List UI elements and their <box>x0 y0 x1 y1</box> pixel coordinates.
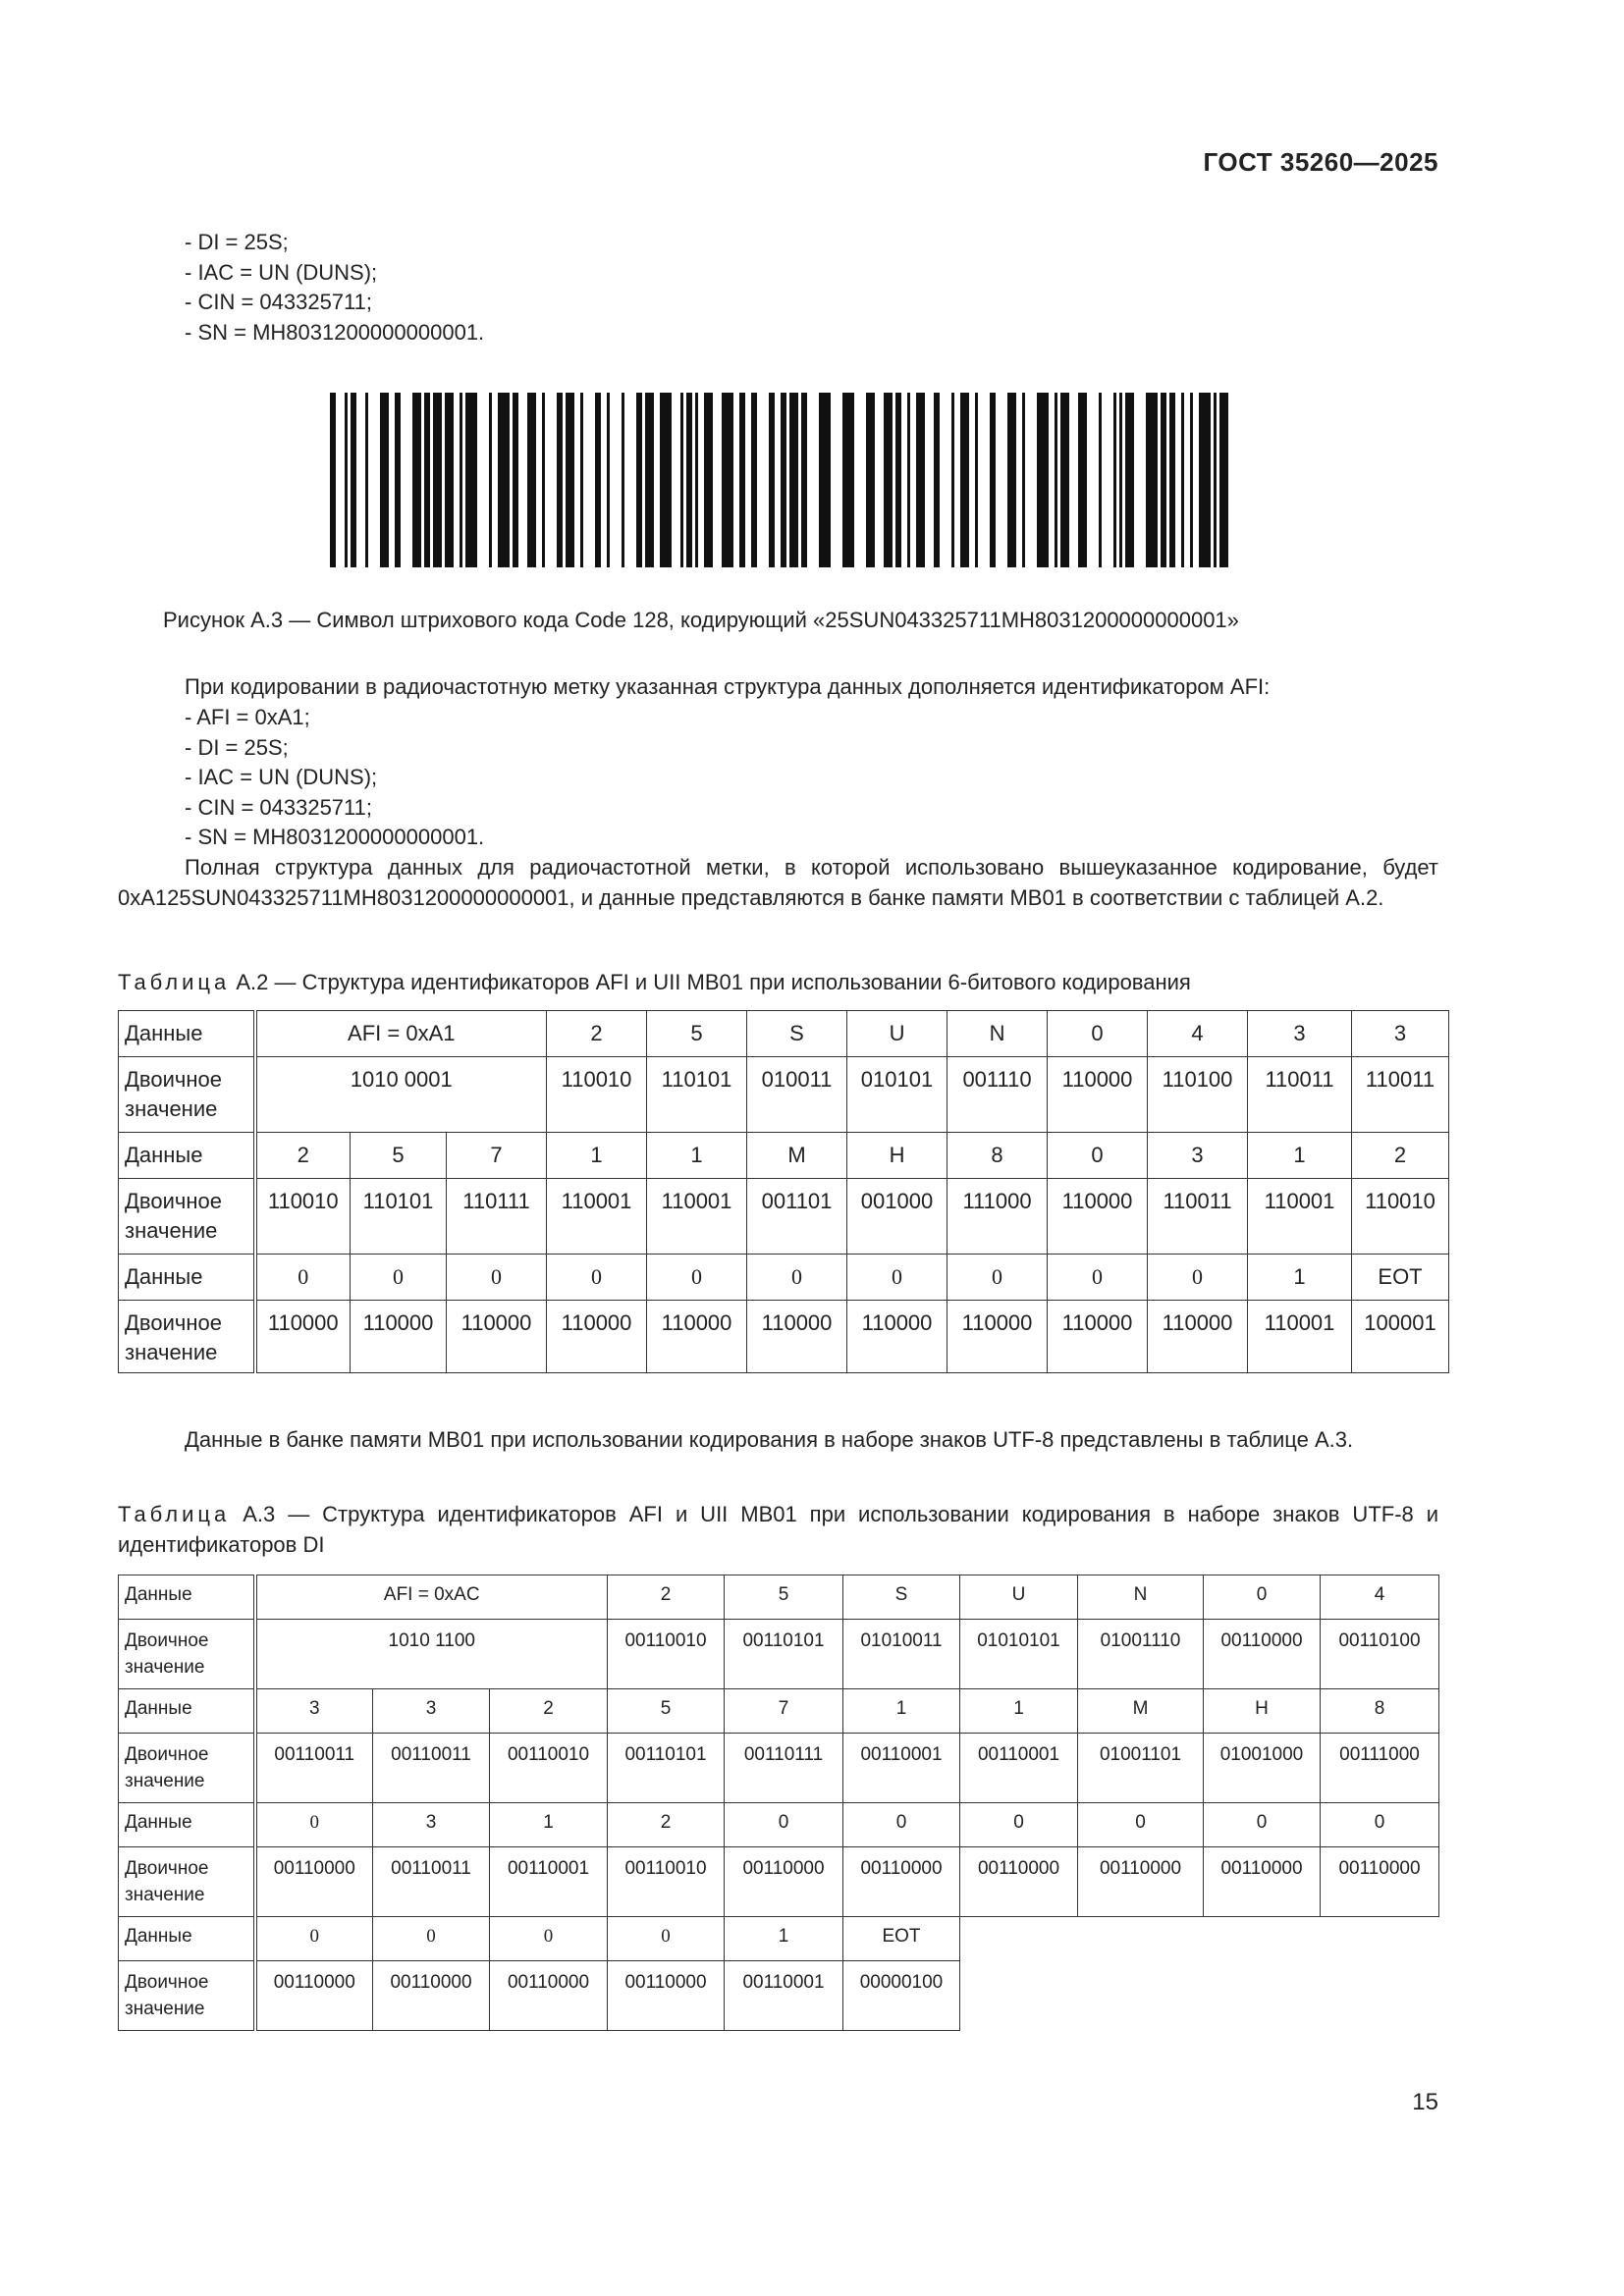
barcode-bar <box>345 393 348 567</box>
list-item: - DI = 25S; <box>185 230 289 254</box>
row-label: Данные <box>119 1689 255 1734</box>
table-label: Таблица <box>118 970 231 994</box>
table-cell: 00110010 <box>608 1620 725 1689</box>
table-cell: 111000 <box>947 1179 1048 1255</box>
table-cell: 0 <box>843 1803 960 1847</box>
table-cell: 00110010 <box>490 1734 608 1803</box>
table-cell: 2 <box>255 1133 351 1179</box>
barcode-bar <box>907 393 910 567</box>
table-cell: 0 <box>1078 1803 1204 1847</box>
figure-caption: Рисунок А.3 — Символ штрихового кода Code 128, кодирующий «25SUN043325711MH8031200000000001» <box>163 608 1239 632</box>
list-afi-identifiers <box>185 703 484 853</box>
table-cell: 110000 <box>647 1301 747 1373</box>
table-cell: 0 <box>1148 1255 1248 1301</box>
table-cell: 00000100 <box>843 1961 960 2031</box>
table-cell: 3 <box>1352 1011 1449 1057</box>
barcode-bar <box>916 393 925 567</box>
table-cell: 0 <box>255 1803 373 1847</box>
table-cell: 110010 <box>255 1179 351 1255</box>
table-cell: 110101 <box>647 1057 747 1133</box>
table-row <box>119 1575 1439 1620</box>
barcode-bar <box>1113 393 1116 567</box>
table-cell: 110010 <box>547 1057 647 1133</box>
table-cell: 110000 <box>547 1301 647 1373</box>
barcode-bar <box>781 393 786 567</box>
barcode-bar <box>1078 393 1087 567</box>
row-label: Данные <box>119 1803 255 1847</box>
table-cell: 2 <box>608 1803 725 1847</box>
table-cell: 00110011 <box>373 1734 490 1803</box>
table-cell: 1 <box>843 1689 960 1734</box>
barcode-bar <box>895 393 901 567</box>
barcode-bar <box>412 393 421 567</box>
table-cell: 00110000 <box>1078 1847 1204 1917</box>
barcode-bar <box>365 393 368 567</box>
table-cell: 3 <box>255 1689 373 1734</box>
barcode-bar <box>704 393 713 567</box>
list-item: - AFI = 0xA1; <box>185 705 310 729</box>
barcode-bar <box>695 393 698 567</box>
table-row <box>119 1011 1449 1057</box>
table-cell: 010011 <box>747 1057 847 1133</box>
barcode-bar <box>866 393 875 567</box>
table-cell: 8 <box>1321 1689 1439 1734</box>
table-cell: 00110000 <box>960 1847 1078 1917</box>
table-cell: 0 <box>547 1255 647 1301</box>
barcode-bar <box>1060 393 1069 567</box>
table-cell: 2 <box>547 1011 647 1057</box>
barcode-bar <box>513 393 518 567</box>
table-cell: 0 <box>1321 1803 1439 1847</box>
table-cell: 0 <box>847 1255 947 1301</box>
table-cell: 00111000 <box>1321 1734 1439 1803</box>
table-cell: 00110000 <box>843 1847 960 1917</box>
table-cell: 00110000 <box>373 1961 490 2031</box>
table-cell: 4 <box>1148 1011 1248 1057</box>
barcode-bar <box>1199 393 1211 567</box>
list-item: - DI = 25S; <box>185 734 289 760</box>
barcode-bar <box>819 393 831 567</box>
table-a3 <box>118 1575 1439 2031</box>
barcode-bar <box>330 393 336 567</box>
barcode-bar <box>842 393 854 567</box>
table-cell: 0 <box>490 1917 608 1961</box>
table-cell: 3 <box>1148 1133 1248 1179</box>
table-cell: 1010 0001 <box>255 1057 547 1133</box>
table-cell: 0 <box>1048 1133 1148 1179</box>
table-cell: 1 <box>725 1917 843 1961</box>
table-cell: 110000 <box>351 1301 447 1373</box>
document-number: ГОСТ 35260—2025 <box>1203 147 1438 177</box>
table-cell: AFI = 0xAC <box>255 1575 608 1620</box>
table-cell: 00110000 <box>255 1961 373 2031</box>
table-cell: AFI = 0xA1 <box>255 1011 547 1057</box>
table-cell: 110010 <box>1352 1179 1449 1255</box>
table-cell: N <box>947 1011 1048 1057</box>
table-row <box>119 1620 1439 1689</box>
table-cell: 110000 <box>255 1301 351 1373</box>
table-cell: U <box>960 1575 1078 1620</box>
table-cell: 001000 <box>847 1179 947 1255</box>
table-cell: 00110010 <box>608 1847 725 1917</box>
table-cell: 110101 <box>351 1179 447 1255</box>
table-cell: S <box>747 1011 847 1057</box>
table-cell: 5 <box>351 1133 447 1179</box>
barcode-bar <box>1119 393 1122 567</box>
barcode-bar <box>1007 393 1016 567</box>
barcode-bar <box>1169 393 1175 567</box>
table-a2-caption <box>118 968 1438 998</box>
table-cell: 01010011 <box>843 1620 960 1689</box>
table-row <box>119 1734 1439 1803</box>
table-cell: 01001101 <box>1078 1734 1204 1803</box>
table-cell: M <box>1078 1689 1204 1734</box>
barcode-bar <box>557 393 563 567</box>
row-label: Двоичное значение <box>119 1301 255 1373</box>
table-cell: 001101 <box>747 1179 847 1255</box>
table-cell: 0 <box>725 1803 843 1847</box>
row-label: Данные <box>119 1255 255 1301</box>
barcode-bar <box>1181 393 1184 567</box>
table-cell: 3 <box>373 1689 490 1734</box>
table-cell: 110001 <box>647 1179 747 1255</box>
table-cell: 0 <box>1204 1803 1321 1847</box>
table-row <box>119 1847 1439 1917</box>
table-cell: 01010101 <box>960 1620 1078 1689</box>
table-cell: 1 <box>1248 1255 1352 1301</box>
table-cell: 3 <box>1248 1011 1352 1057</box>
table-cell: 00110011 <box>373 1847 490 1917</box>
table-row <box>119 1301 1449 1373</box>
table-cell: 8 <box>947 1133 1048 1179</box>
table-label: Таблица <box>118 1502 231 1526</box>
barcode-bar <box>1190 393 1193 567</box>
table-cell: 00110000 <box>1204 1847 1321 1917</box>
table-cell: 2 <box>1352 1133 1449 1179</box>
table-cell: 0 <box>447 1255 547 1301</box>
barcode-bar <box>1055 393 1057 567</box>
barcode-bar <box>622 393 624 567</box>
barcode-bar <box>607 393 610 567</box>
table-cell: 3 <box>373 1803 490 1847</box>
table-cell: 0 <box>255 1917 373 1961</box>
table-cell: 00110000 <box>490 1961 608 2031</box>
table-cell: 00110001 <box>960 1734 1078 1803</box>
table-cell: 00110000 <box>1204 1620 1321 1689</box>
table-cell: 0 <box>351 1255 447 1301</box>
table-cell: 110011 <box>1148 1179 1248 1255</box>
table-cell: 0 <box>608 1917 725 1961</box>
barcode-bar <box>680 393 683 567</box>
table-cell: 1 <box>960 1689 1078 1734</box>
barcode-bar <box>1125 393 1134 567</box>
table-cell: 2 <box>490 1689 608 1734</box>
list-identifiers <box>185 228 484 347</box>
barcode-bar <box>566 393 574 567</box>
table-cell: 0 <box>960 1803 1078 1847</box>
row-label: Двоичное значение <box>119 1179 255 1255</box>
table-cell: N <box>1078 1575 1204 1620</box>
barcode-bar <box>722 393 733 567</box>
table-cell: 5 <box>608 1689 725 1734</box>
table-cell: 1010 1100 <box>255 1620 608 1689</box>
table-cell: H <box>1204 1689 1321 1734</box>
barcode-bar <box>951 393 954 567</box>
table-cell: 001110 <box>947 1057 1048 1133</box>
table-cell: U <box>847 1011 947 1057</box>
table-cell: M <box>747 1133 847 1179</box>
table-cell: 0 <box>255 1255 351 1301</box>
table-cell: 0 <box>947 1255 1048 1301</box>
table-cell: 1 <box>490 1803 608 1847</box>
barcode-bar <box>739 393 745 567</box>
table-row <box>119 1917 1439 1961</box>
barcode-bar <box>975 393 978 567</box>
barcode-bar <box>960 393 969 567</box>
list-item: - IAC = UN (DUNS); <box>185 259 378 285</box>
table-cell: 110000 <box>1048 1179 1148 1255</box>
table-cell: 1 <box>1248 1133 1352 1179</box>
paragraph-full-structure: Полная структура данных для радиочастотной метки, в которой использовано вышеуказанное кодирование, будет 0xA125SUN043325711MH8031200000000001, и данные представляются в банке памяти МВ01 в соответствии с таблицей А.2. <box>118 855 1438 910</box>
row-label: Двоичное значение <box>119 1847 255 1917</box>
barcode-bar <box>351 393 356 567</box>
table-cell: 00110000 <box>255 1847 373 1917</box>
barcode-bar <box>1146 393 1158 567</box>
barcode-bar <box>498 393 510 567</box>
barcode-bar <box>433 393 442 567</box>
barcode-bar <box>460 393 462 567</box>
barcode-bar <box>1037 393 1049 567</box>
barcode-bar <box>580 393 583 567</box>
table-cell: 0 <box>1048 1255 1148 1301</box>
table-cell: 01001110 <box>1078 1620 1204 1689</box>
table-cell: 110100 <box>1148 1057 1248 1133</box>
table-cell: 110011 <box>1248 1057 1352 1133</box>
barcode-bar <box>542 393 545 567</box>
list-item: - CIN = 043325711; <box>185 290 372 314</box>
table-cell: 1 <box>547 1133 647 1179</box>
barcode-bar <box>527 393 536 567</box>
barcode-bar <box>1219 393 1228 567</box>
table-cell: 110000 <box>847 1301 947 1373</box>
table-cell: 00110000 <box>608 1961 725 2031</box>
table-row <box>119 1179 1449 1255</box>
list-item: - IAC = UN (DUNS); <box>185 765 378 789</box>
list-item: - CIN = 043325711; <box>185 794 372 820</box>
table-cell: 110000 <box>1048 1301 1148 1373</box>
table-title: А.3 — Структура идентификаторов AFI и UII МВ01 при использовании кодирования в наборе знаков UTF-8 и идентификаторов DI <box>118 1502 1438 1557</box>
barcode-bar <box>489 393 492 567</box>
table-cell: 00110100 <box>1321 1620 1439 1689</box>
row-label: Данные <box>119 1011 255 1057</box>
table-cell: 00110111 <box>725 1734 843 1803</box>
empty-area <box>960 1961 1439 2031</box>
barcode-bar <box>990 393 996 567</box>
table-cell: 5 <box>647 1011 747 1057</box>
barcode-image <box>330 393 1231 567</box>
table-title: А.2 — Структура идентификаторов AFI и UII МВ01 при использовании 6-битового кодирования <box>230 970 1191 994</box>
table-cell: 4 <box>1321 1575 1439 1620</box>
table-cell: 00110001 <box>490 1847 608 1917</box>
row-label: Двоичное значение <box>119 1734 255 1803</box>
table-row <box>119 1255 1449 1301</box>
table-row <box>119 1133 1449 1179</box>
table-row <box>119 1689 1439 1734</box>
table-cell: 110001 <box>547 1179 647 1255</box>
barcode-bar <box>801 393 807 567</box>
row-label: Данные <box>119 1133 255 1179</box>
table-cell: 7 <box>725 1689 843 1734</box>
barcode-bar <box>465 393 477 567</box>
barcode-bar <box>645 393 654 567</box>
row-label: Данные <box>119 1917 255 1961</box>
table-cell: 100001 <box>1352 1301 1449 1373</box>
table-row <box>119 1803 1439 1847</box>
table-cell: 110000 <box>947 1301 1048 1373</box>
barcode-bar <box>445 393 454 567</box>
barcode-bar <box>595 393 601 567</box>
table-cell: 01001000 <box>1204 1734 1321 1803</box>
barcode-bar <box>424 393 430 567</box>
table-cell: H <box>847 1133 947 1179</box>
page-number: 15 <box>1412 2089 1438 2115</box>
table-a2 <box>118 1010 1449 1373</box>
barcode-bar <box>395 393 401 567</box>
table-row <box>119 1057 1449 1133</box>
table-a3-caption <box>118 1500 1438 1560</box>
table-cell: 110111 <box>447 1179 547 1255</box>
barcode-bar <box>1214 393 1217 567</box>
barcode-bar <box>636 393 642 567</box>
barcode-bar <box>789 393 798 567</box>
table-cell: 110001 <box>1248 1301 1352 1373</box>
table-cell: 5 <box>725 1575 843 1620</box>
barcode-bar <box>884 393 893 567</box>
eot-symbol: EOT <box>843 1917 960 1961</box>
paragraph-afi-intro: При кодировании в радиочастотную метку указанная структура данных дополняется идентификатором AFI: <box>185 674 1271 699</box>
row-label: Двоичное значение <box>119 1961 255 2031</box>
barcode-bar <box>751 393 757 567</box>
table-cell: 1 <box>647 1133 747 1179</box>
barcode-bar <box>1022 393 1025 567</box>
table-cell: 00110001 <box>843 1734 960 1803</box>
table-cell: 00110011 <box>255 1734 373 1803</box>
table-cell: 110001 <box>1248 1179 1352 1255</box>
barcode-bar <box>769 393 775 567</box>
barcode-bar <box>934 393 940 567</box>
barcode-bar <box>380 393 389 567</box>
empty-area <box>960 1917 1439 1961</box>
table-cell: 00110000 <box>1321 1847 1439 1917</box>
list-item: - SN = MH8031200000000001. <box>185 825 485 849</box>
table-cell: 110011 <box>1352 1057 1449 1133</box>
table-cell: 0 <box>1204 1575 1321 1620</box>
table-cell: 0 <box>747 1255 847 1301</box>
table-cell: 00110101 <box>725 1620 843 1689</box>
table-cell: 0 <box>373 1917 490 1961</box>
table-row <box>119 1961 1439 2031</box>
eot-symbol: EOT <box>1352 1255 1449 1301</box>
row-label: Двоичное значение <box>119 1057 255 1133</box>
table-cell: 010101 <box>847 1057 947 1133</box>
table-cell: S <box>843 1575 960 1620</box>
table-cell: 110000 <box>1148 1301 1248 1373</box>
table-cell: 00110000 <box>725 1847 843 1917</box>
table-cell: 110000 <box>1048 1057 1148 1133</box>
table-cell: 00110001 <box>725 1961 843 2031</box>
table-cell: 0 <box>1048 1011 1148 1057</box>
table-cell: 00110101 <box>608 1734 725 1803</box>
barcode-bar <box>1161 393 1166 567</box>
table-cell: 0 <box>647 1255 747 1301</box>
barcode-bar <box>660 393 672 567</box>
list-item: - SN = MH8031200000000001. <box>185 319 485 345</box>
table-cell: 2 <box>608 1575 725 1620</box>
paragraph-utf8: Данные в банке памяти МВ01 при использовании кодирования в наборе знаков UTF-8 представлены в таблице А.3. <box>185 1427 1354 1452</box>
row-label: Данные <box>119 1575 255 1620</box>
barcode-bar <box>686 393 692 567</box>
table-cell: 7 <box>447 1133 547 1179</box>
row-label: Двоичное значение <box>119 1620 255 1689</box>
table-cell: 110000 <box>447 1301 547 1373</box>
barcode-bar <box>1099 393 1102 567</box>
table-cell: 110000 <box>747 1301 847 1373</box>
